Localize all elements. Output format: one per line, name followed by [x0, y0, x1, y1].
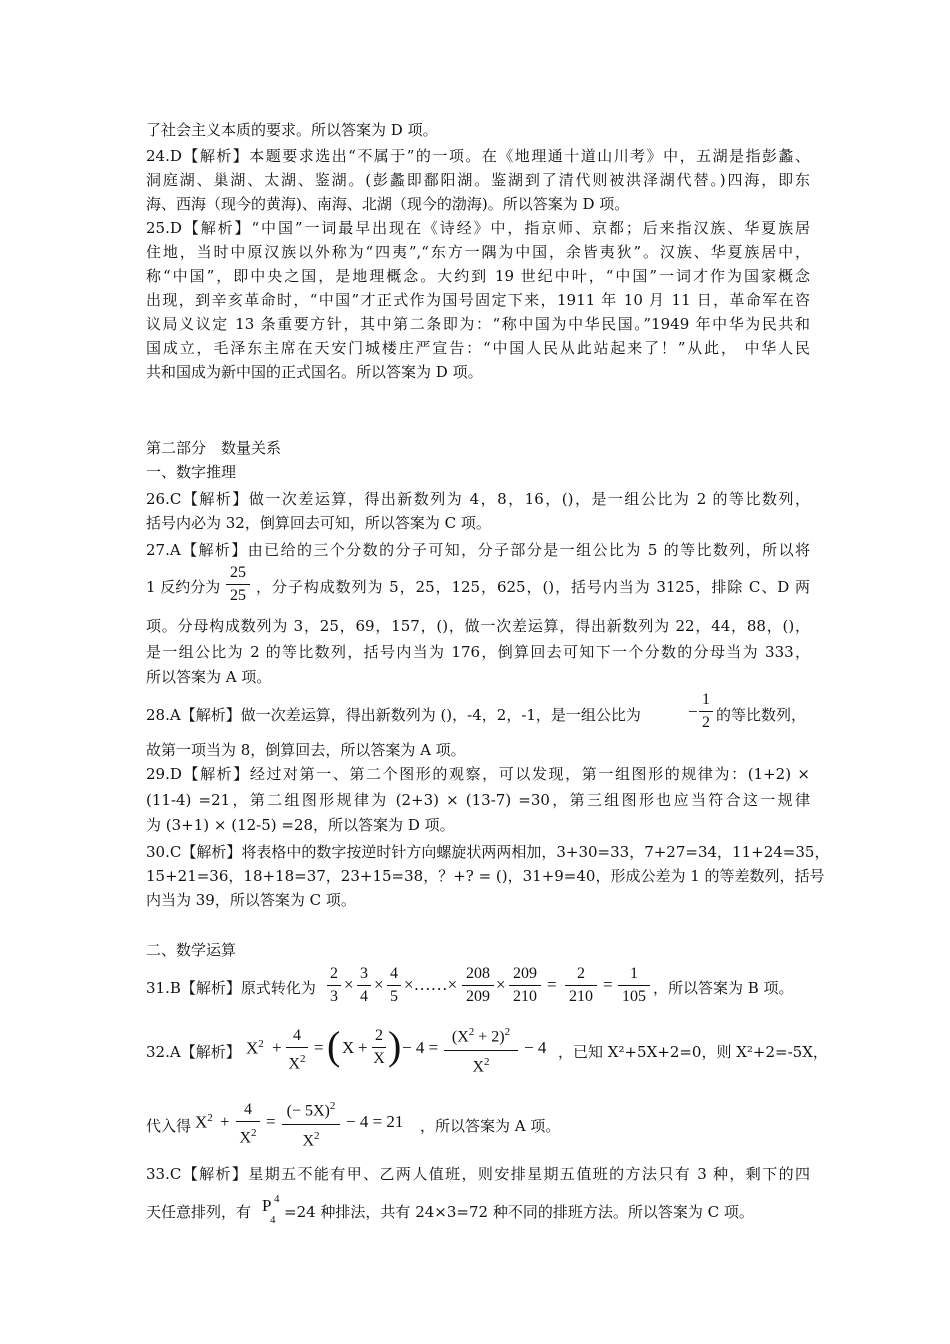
numerator: 3	[360, 965, 368, 982]
equals-sign: =	[314, 1038, 324, 1057]
denominator: 105	[622, 988, 646, 1005]
fraction-bar	[618, 985, 650, 986]
fraction-bar	[327, 985, 341, 986]
denominator: 3	[330, 988, 338, 1005]
numerator: 2	[577, 965, 585, 982]
text-line: 15+21=36，18+18=37，23+15=38，？+? = ()，31+9=40，形成公差为 1 的等差数列，括号	[146, 867, 825, 885]
text-line: 议局义议定 13 条重要方针，其中第二条即为：“称中国为中华民国。”1949 年中华为民共和	[146, 315, 810, 333]
plus-sign: +	[220, 1112, 230, 1131]
variable-x: $X^2$	[195, 1112, 213, 1132]
answer-33: 33.C【解析】星期五不能有甲、乙两人值班，则安排星期五值班的方法只有 3 种，剩下的四	[146, 1165, 810, 1183]
text-line: 共和国成为新中国的正式国名。所以答案为 D 项。	[146, 363, 483, 381]
equals-sign: =	[266, 1112, 276, 1131]
denominator: $X^2$	[302, 1130, 320, 1150]
text-fragment: 1 反约分为	[146, 578, 221, 596]
fraction	[357, 964, 371, 1007]
answer-28: 28.A【解析】做一次差运算，得出新数列为 ()，-4，2，-1，是一组公比为	[146, 706, 641, 724]
fraction	[509, 964, 541, 1007]
plus-sign: +	[272, 1038, 282, 1057]
fraction	[286, 1026, 308, 1074]
numerator: 2	[375, 1027, 383, 1044]
ellipsis-times: ×……×	[404, 975, 458, 994]
fraction-bar	[282, 1124, 340, 1125]
fraction	[565, 964, 597, 1007]
fraction	[327, 964, 341, 1007]
numerator: 25	[230, 564, 246, 581]
subsection-heading: 二、数学运算	[146, 941, 237, 959]
text-line: 海、西海（现今的黄海)、南海、北湖（现今的渤海)。所以答案为 D 项。	[146, 195, 630, 213]
numerator: (− 5X)$^2$	[286, 1100, 336, 1120]
fraction-bar	[372, 1047, 386, 1048]
fraction-bar	[509, 985, 541, 986]
numerator: 4	[293, 1027, 301, 1044]
text-fragment: ，所以答案为 A 项。	[420, 1117, 561, 1135]
times-sign: ×	[374, 975, 384, 994]
text-line: 项。分母构成数列为 3，25，69，157，()，做一次差运算，得出新数列为 22，44，88，()，	[146, 617, 810, 635]
section-heading: 第二部分 数量关系	[146, 439, 282, 457]
answer-31: 31.B【解析】原式转化为	[146, 979, 316, 997]
text-line: 洞庭湖、巢湖、太湖、鉴湖。(彭蠡即鄱阳湖。鉴湖到了清代则被洪泽湖代替。)四海，即东	[146, 171, 810, 189]
text-line: 故第一项当为 8，倒算回去，所以答案为 A 项。	[146, 741, 466, 759]
times-sign: ×	[496, 975, 506, 994]
fraction	[372, 1026, 386, 1069]
text-fragment: 天任意排列，有	[146, 1203, 252, 1221]
fraction	[462, 964, 494, 1007]
answer-30: 30.C【解析】将表格中的数字按逆时针方向螺旋状两两相加，3+30=33，7+27=34，11+24=35，	[146, 843, 830, 861]
fraction	[236, 1100, 260, 1148]
fraction-25-25	[226, 563, 250, 606]
variable-x: $X^2$	[246, 1038, 264, 1058]
minus-four-equals: − 4 =	[402, 1038, 439, 1057]
answer-25: 25.D【解析】“中国”一词最早出现在《诗经》中，指京师、京都；后来指汉族、华夏族居	[146, 219, 810, 237]
fraction-bar	[226, 584, 250, 585]
text-line: 国成立，毛泽东主席在天安门城楼庄严宣告：“中国人民从此站起来了！”从此， 中华人民	[146, 339, 810, 357]
text-line: 括号内必为 32，倒算回去可知，所以答案为 C 项。	[146, 514, 491, 532]
equation-result: − 4 = 21	[346, 1112, 404, 1131]
text-line: (11-4) =21，第二组图形规律为 (2+3) × (13-7) =30，第三组图形也应当符合这一规律	[146, 791, 810, 809]
fraction-one-half	[699, 690, 713, 733]
text-line: 内当为 39，所以答案为 C 项。	[146, 891, 356, 909]
fraction	[387, 964, 401, 1007]
denominator: 5	[390, 988, 398, 1005]
minus-sign: −	[688, 702, 698, 721]
numerator: 4	[390, 965, 398, 982]
denominator: 210	[569, 988, 593, 1005]
fraction-bar	[286, 1047, 308, 1048]
text-line: 住地，当时中原汉族以外称为“四夷”,“东方一隅为中国，余皆夷狄”。汉族、华夏族居中，	[146, 243, 810, 261]
left-paren: (	[327, 1023, 341, 1068]
fraction	[444, 1020, 518, 1078]
fraction-bar	[357, 985, 371, 986]
times-sign: ×	[344, 975, 354, 994]
text-line: 是一组公比为 2 的等比数列，括号内当为 176，倒算回去可知下一个分数的分母当为 333，	[146, 643, 810, 661]
permutation-symbol: P 4 4	[262, 1193, 280, 1226]
variable-x: X	[342, 1038, 355, 1057]
text-fragment: =24 种排法，共有 24×3=72 种不同的排班方法。所以答案为 C 项。	[284, 1203, 754, 1221]
denominator: 2	[702, 714, 710, 731]
denominator: 4	[360, 988, 368, 1005]
denominator: 25	[230, 587, 246, 604]
fraction-bar	[699, 711, 713, 712]
numerator: 209	[513, 965, 537, 982]
fraction-bar	[387, 985, 401, 986]
text-fragment: 代入得	[146, 1117, 192, 1135]
fraction-bar	[444, 1050, 518, 1051]
denominator: $X^2$	[288, 1053, 306, 1073]
numerator: 2	[330, 965, 338, 982]
text-line: 出现，到辛亥革命时，“中国”才正式作为国号固定下来，1911 年 10 月 11 日，革命军在咨	[146, 291, 810, 309]
fraction-bar	[565, 985, 597, 986]
numerator: 1	[630, 965, 638, 982]
text-line: ，分子构成数列为 5，25，125，625，()，括号内当为 3125，排除 C、D 两	[256, 578, 810, 596]
numerator: $(X^2 + 2)^2$	[451, 1026, 511, 1046]
numerator: 4	[244, 1101, 252, 1118]
denominator: X	[373, 1050, 385, 1067]
equals-sign: =	[603, 975, 613, 994]
denominator: 209	[466, 988, 490, 1005]
text-fragment: ，已知 X²+5X+2=0，则 X²+2=-5X，	[558, 1043, 828, 1061]
answer-32: 32.A【解析】	[146, 1043, 241, 1061]
numerator: 208	[466, 965, 490, 982]
minus-four: − 4	[524, 1038, 547, 1057]
text-line: 为 (3+1) × (12-5) =28，所以答案为 D 项。	[146, 816, 455, 834]
fraction	[618, 964, 650, 1007]
plus-sign: +	[358, 1038, 368, 1057]
fraction	[282, 1094, 340, 1152]
text-fragment: 的等比数列，	[716, 706, 807, 724]
text-line: 了社会主义本质的要求。所以答案为 D 项。	[146, 121, 438, 139]
fraction-bar	[462, 985, 494, 986]
fraction-bar	[236, 1121, 260, 1122]
answer-27: 27.A【解析】由已给的三个分数的分子可知，分子部分是一组公比为 5 的等比数列，所以将	[146, 541, 810, 559]
answer-29: 29.D【解析】经过对第一、第二个图形的观察，可以发现，第一组图形的规律为：(1+2) ×	[146, 765, 810, 783]
text-line: 所以答案为 A 项。	[146, 668, 272, 686]
subsection-heading: 一、数字推理	[146, 463, 237, 481]
denominator: $X^2$	[472, 1056, 490, 1076]
numerator: 1	[702, 691, 710, 708]
text-line: 称“中国”，即中央之国，是地理概念。大约到 19 世纪中叶，“中国”一词才作为国家概念	[146, 267, 810, 285]
right-paren: )	[388, 1023, 402, 1068]
equals-sign: =	[547, 975, 557, 994]
denominator: 210	[513, 988, 537, 1005]
text-fragment: ，所以答案为 B 项。	[653, 979, 794, 997]
denominator: $X^2$	[239, 1127, 257, 1147]
answer-24: 24.D【解析】本题要求选出“不属于”的一项。在《地理通十道山川考》中，五湖是指彭蠡、	[146, 147, 810, 165]
answer-26: 26.C【解析】做一次差运算，得出新数列为 4，8，16，()，是一组公比为 2 的等比数列，	[146, 490, 810, 508]
